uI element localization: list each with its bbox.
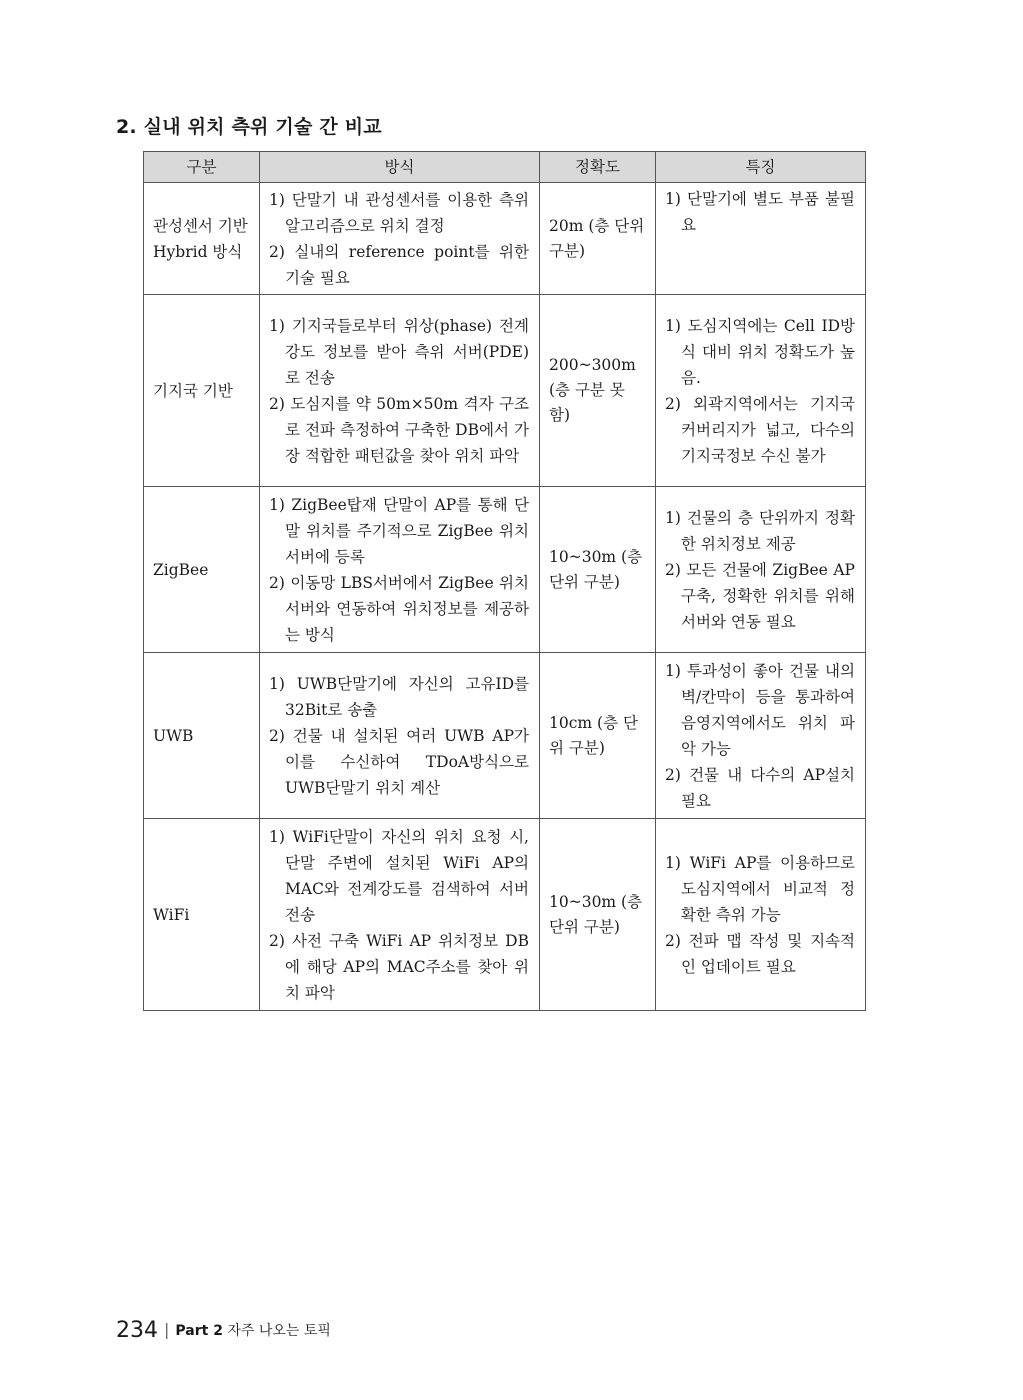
table-row [144,295,866,487]
row-accuracy: 10cm (층 단위 구분) [540,653,656,819]
feature-item: 2) 전파 맵 작성 및 지속적인 업데이트 필요 [665,931,855,976]
method-item: 2) 사전 구축 WiFi AP 위치정보 DB에 해당 AP의 MAC주소를 찾아 위치 파악 [269,931,529,1002]
part-label: Part 2 [175,1323,223,1339]
header-category: 구분 [144,152,260,183]
comparison-table [143,151,866,1011]
table-header-row [144,152,866,183]
table-row [144,183,866,295]
row-features [656,653,866,819]
method-item: 2) 도심지를 약 50m×50m 격자 구조로 전파 측정하여 구축한 DB에서 가장 적합한 패턴값을 찾아 위치 파악 [269,394,529,465]
part-title: 자주 나오는 토픽 [227,1323,331,1339]
row-category: WiFi [144,819,260,1011]
method-item: 1) 기지국들로부터 위상(phase) 전계강도 정보를 받아 측위 서버(PDE)로 전송 [269,316,529,387]
row-features [656,183,866,295]
row-method [260,819,540,1011]
feature-item: 2) 외곽지역에서는 기지국 커버리지가 넓고, 다수의 기지국정보 수신 불가 [665,394,855,465]
method-item: 1) WiFi단말이 자신의 위치 요청 시, 단말 주변에 설치된 WiFi AP의 MAC와 전계강도를 검색하여 서버 전송 [269,827,529,924]
row-category: 기지국 기반 [144,295,260,487]
method-item: 1) ZigBee탑재 단말이 AP를 통해 단말 위치를 주기적으로 ZigBee 위치서버에 등록 [269,495,529,566]
page-footer [116,1318,331,1343]
row-category: ZigBee [144,487,260,653]
section-title: 2. 실내 위치 측위 기술 간 비교 [116,116,382,138]
table-row [144,487,866,653]
row-accuracy: 20m (층 단위 구분) [540,183,656,295]
method-item: 2) 건물 내 설치된 여러 UWB AP가 이를 수신하여 TDoA방식으로 UWB단말기 위치 계산 [269,726,529,797]
header-features: 특징 [656,152,866,183]
feature-item: 2) 건물 내 다수의 AP설치 필요 [665,765,855,810]
method-item: 2) 실내의 reference point를 위한 기술 필요 [269,242,529,287]
header-accuracy: 정확도 [540,152,656,183]
method-item: 1) 단말기 내 관성센서를 이용한 측위 알고리즘으로 위치 결정 [269,190,529,235]
row-features [656,487,866,653]
row-accuracy: 10~30m (층 단위 구분) [540,487,656,653]
row-features [656,819,866,1011]
feature-item: 1) WiFi AP를 이용하므로 도심지역에서 비교적 정확한 측위 가능 [665,853,855,924]
row-method [260,653,540,819]
method-item: 1) UWB단말기에 자신의 고유ID를 32Bit로 송출 [269,674,529,719]
page-number: 234 [116,1318,158,1343]
feature-item: 1) 단말기에 별도 부품 불필요 [665,190,855,234]
row-method [260,295,540,487]
feature-item: 2) 모든 건물에 ZigBee AP구축, 정확한 위치를 위해 서버와 연동 필요 [665,560,855,631]
footer-divider: | [164,1320,170,1339]
table-row [144,653,866,819]
feature-item: 1) 도심지역에는 Cell ID방식 대비 위치 정확도가 높음. [665,316,855,387]
header-method: 방식 [260,152,540,183]
row-method [260,487,540,653]
row-accuracy: 200~300m (층 구분 못함) [540,295,656,487]
row-features [656,295,866,487]
feature-item: 1) 건물의 층 단위까지 정확한 위치정보 제공 [665,508,855,553]
method-item: 2) 이동망 LBS서버에서 ZigBee 위치서버와 연동하여 위치정보를 제공하는 방식 [269,573,529,644]
feature-item: 1) 투과성이 좋아 건물 내의 벽/칸막이 등을 통과하여 음영지역에서도 위치 파악 가능 [665,661,855,758]
row-method [260,183,540,295]
row-category: 관성센서 기반 Hybrid 방식 [144,183,260,295]
row-category: UWB [144,653,260,819]
row-accuracy: 10~30m (층 단위 구분) [540,819,656,1011]
table-row [144,819,866,1011]
